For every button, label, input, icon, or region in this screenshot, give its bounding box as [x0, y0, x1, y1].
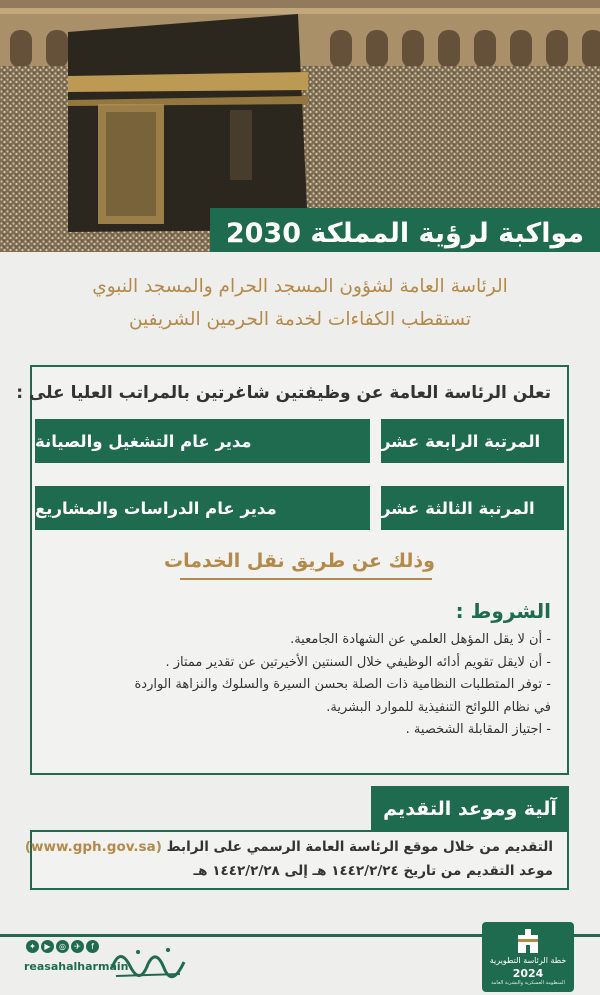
position-2-title-label: مدير عام الدراسات والمشاريع: [35, 498, 277, 518]
application-line-2: موعد التقديم من تاريخ ١٤٤٢/٢/٢٤ هـ إلى ١٤٤٢/٢/٢٨ هـ: [193, 863, 553, 879]
condition-item: - توفر المتطلبات النظامية ذات الصلة بحسن السيرة والسلوك والنزاهة الواردة: [134, 677, 551, 692]
social-handle[interactable]: reasahalharmain: [24, 960, 129, 973]
condition-item: في نظام اللوائح التنفيذية للموارد البشرية.: [326, 699, 551, 715]
facebook-icon[interactable]: f: [86, 940, 99, 953]
application-heading-banner: [371, 786, 569, 832]
condition-item: - اجتياز المقابلة الشخصية .: [405, 722, 551, 737]
development-plan-logo: [482, 922, 574, 992]
position-2-rank-label: المرتبة الثالثة عشر: [381, 498, 535, 518]
intro-line-1: الرئاسة العامة لشؤون المسجد الحرام والمسجد النبوي: [92, 276, 508, 297]
snapchat-icon[interactable]: ✦: [26, 940, 39, 953]
youtube-icon[interactable]: ▶: [41, 940, 54, 953]
announcement-text: تعلن الرئاسة العامة عن وظيفتين شاغرتين بالمراتب العليا على :: [16, 383, 551, 403]
hero-photo: [0, 0, 600, 252]
application-heading: آلية وموعد التقديم: [383, 798, 557, 820]
position-1-title-label: مدير عام التشغيل والصيانة: [35, 431, 252, 451]
conditions-heading: الشروط :: [455, 599, 551, 623]
condition-item: - أن لا يقل المؤهل العلمي عن الشهادة الجامعية.: [290, 632, 551, 647]
application-line-1: [24, 835, 553, 859]
social-icons: [26, 940, 102, 960]
position-1-title: [35, 419, 370, 463]
hero-title: مواكبة لرؤية المملكة 2030: [225, 217, 585, 249]
application-box: [24, 830, 569, 890]
transfer-note: وذلك عن طريق نقل الخدمات: [164, 550, 435, 572]
position-1-rank-label: المرتبة الرابعة عشر: [381, 431, 541, 451]
intro-text: [0, 270, 600, 336]
twitter-icon[interactable]: ✈: [71, 940, 84, 953]
application-line-1-text: التقديم من خلال موقع الرئاسة العامة الرسمي على الرابط: [166, 839, 553, 855]
vacancies-card: [16, 365, 569, 775]
transfer-underline: [180, 578, 432, 580]
hero-title-banner: [210, 208, 600, 252]
logo-year: 2024: [512, 967, 544, 980]
logo-caption: خطة الرئاسة التطويرية: [489, 956, 567, 965]
position-1-rank: [381, 419, 564, 463]
logo-subcaption: المنظومة العسكرية والبشرية العامة: [491, 980, 565, 986]
calligraphy-logo: [108, 938, 188, 982]
condition-item: - أن لايقل تقويم أدائه الوظيفي خلال السنتين الأخيرتين عن تقدير ممتاز .: [165, 654, 551, 670]
application-link[interactable]: (www.gph.gov.sa): [24, 839, 162, 855]
instagram-icon[interactable]: ◎: [56, 940, 69, 953]
kaaba-icon: [515, 927, 541, 955]
position-2-rank: [381, 486, 564, 530]
conditions-list: [41, 629, 551, 742]
intro-line-2: تستقطب الكفاءات لخدمة الحرمين الشريفين: [129, 309, 471, 330]
position-2-title: [35, 486, 370, 530]
